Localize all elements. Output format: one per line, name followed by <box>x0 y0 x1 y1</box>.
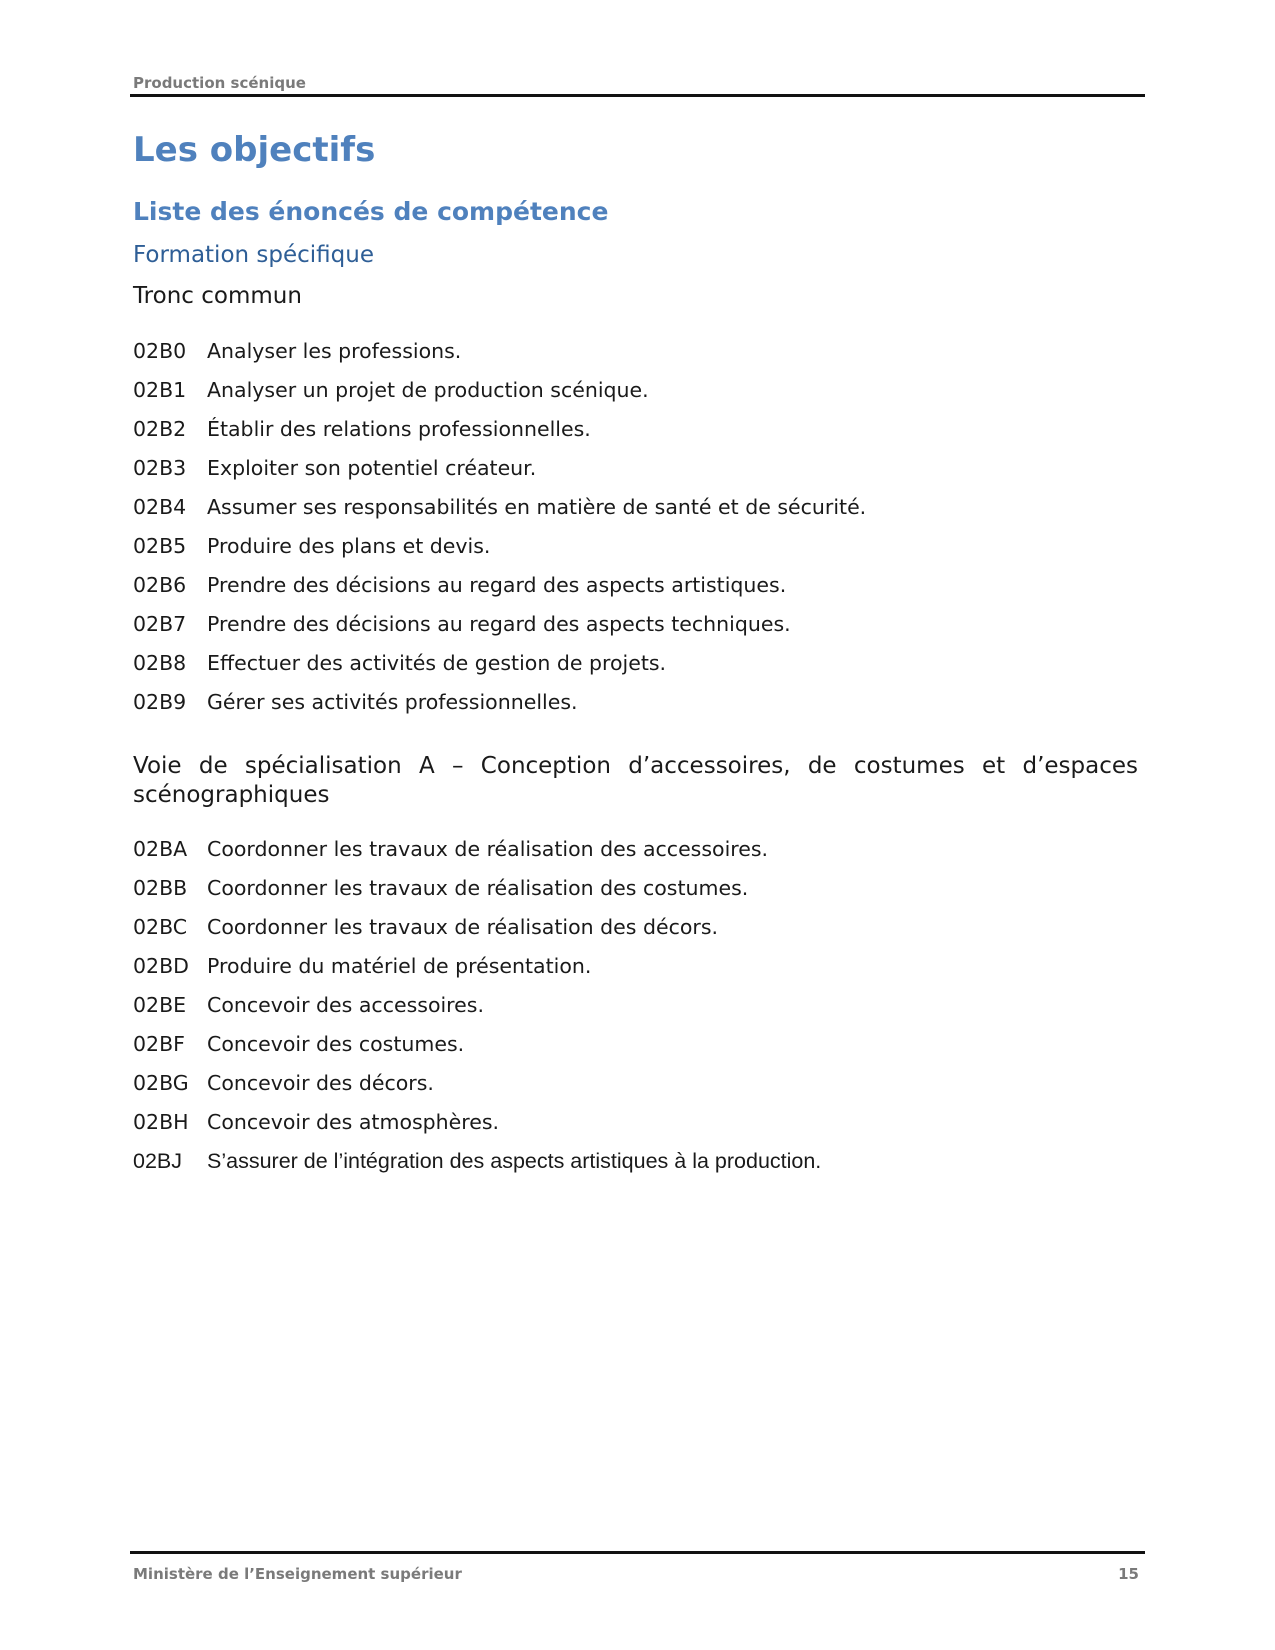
competency-code: 02BG <box>133 1071 189 1095</box>
competency-item <box>133 650 866 689</box>
competency-item <box>133 875 821 914</box>
competency-item <box>133 416 866 455</box>
competency-text: Concevoir des costumes. <box>207 1032 465 1056</box>
competency-item <box>133 1109 821 1148</box>
competency-text: Exploiter son potentiel créateur. <box>207 456 537 480</box>
competency-code: 02BE <box>133 993 187 1017</box>
competency-code: 02BB <box>133 876 188 900</box>
tronc-commun-title: Tronc commun <box>133 283 302 309</box>
competency-text: Gérer ses activités professionnelles. <box>207 690 578 714</box>
competency-code: 02B7 <box>133 612 187 636</box>
competency-item <box>133 1070 821 1109</box>
competency-item <box>133 338 866 377</box>
competency-item <box>133 455 866 494</box>
competency-code: 02B4 <box>133 495 187 519</box>
competency-text: Coordonner les travaux de réalisation des costumes. <box>207 876 749 900</box>
competency-item <box>133 1031 821 1070</box>
competency-code: 02B2 <box>133 417 187 441</box>
competency-item <box>133 533 866 572</box>
section-title: Formation spécifique <box>133 242 374 268</box>
competency-code: 02BF <box>133 1032 185 1056</box>
competency-code: 02BD <box>133 954 189 978</box>
competency-item <box>133 494 866 533</box>
competency-code: 02B1 <box>133 378 187 402</box>
competency-item <box>133 689 866 728</box>
competency-item <box>133 377 866 416</box>
competency-item <box>133 611 866 650</box>
tronc-commun-list <box>133 338 866 728</box>
competency-code: 02B6 <box>133 573 187 597</box>
competency-item <box>133 992 821 1031</box>
competency-code: 02B9 <box>133 690 187 714</box>
competency-text: Établir des relations professionnelles. <box>207 417 591 441</box>
competency-code: 02B0 <box>133 339 187 363</box>
competency-code: 02B3 <box>133 456 187 480</box>
competency-text: Analyser un projet de production scénique. <box>207 378 649 402</box>
page-number: 15 <box>1118 1565 1139 1583</box>
page-title: Les objectifs <box>133 130 376 170</box>
competency-text: Coordonner les travaux de réalisation des décors. <box>207 915 719 939</box>
competency-text: Prendre des décisions au regard des aspects techniques. <box>207 612 791 636</box>
competency-text: Produire des plans et devis. <box>207 534 491 558</box>
competency-text: Concevoir des accessoires. <box>207 993 484 1017</box>
competency-text: Concevoir des décors. <box>207 1071 434 1095</box>
competency-code: 02BH <box>133 1110 189 1134</box>
competency-text: Analyser les professions. <box>207 339 462 363</box>
footer-rule <box>130 1551 1145 1554</box>
competency-code: 02B5 <box>133 534 187 558</box>
header-rule <box>130 94 1145 97</box>
competency-item <box>133 953 821 992</box>
subtitle: Liste des énoncés de compétence <box>133 197 609 226</box>
competency-text: Coordonner les travaux de réalisation des accessoires. <box>207 837 769 861</box>
competency-code: 02BA <box>133 837 188 861</box>
competency-text: Effectuer des activités de gestion de projets. <box>207 651 667 675</box>
competency-code: 02BJ <box>133 1149 183 1173</box>
competency-item <box>133 914 821 953</box>
voie-a-list <box>133 836 821 1187</box>
voie-specialisation-title: Voie de spécialisation A – Conception d’accessoires, de costumes et d’espaces scénographiques <box>133 753 1138 808</box>
competency-code: 02BC <box>133 915 188 939</box>
competency-text: Prendre des décisions au regard des aspects artistiques. <box>207 573 787 597</box>
running-header: Production scénique <box>133 74 306 92</box>
competency-code: 02B8 <box>133 651 187 675</box>
competency-text: Concevoir des atmosphères. <box>207 1110 500 1134</box>
competency-text: Assumer ses responsabilités en matière de santé et de sécurité. <box>207 495 867 519</box>
competency-text: S’assurer de l’intégration des aspects artistiques à la production. <box>207 1149 822 1173</box>
footer-ministry: Ministère de l’Enseignement supérieur <box>133 1565 462 1583</box>
competency-item <box>133 836 821 875</box>
competency-text: Produire du matériel de présentation. <box>207 954 592 978</box>
competency-item <box>133 1148 821 1187</box>
competency-item <box>133 572 866 611</box>
